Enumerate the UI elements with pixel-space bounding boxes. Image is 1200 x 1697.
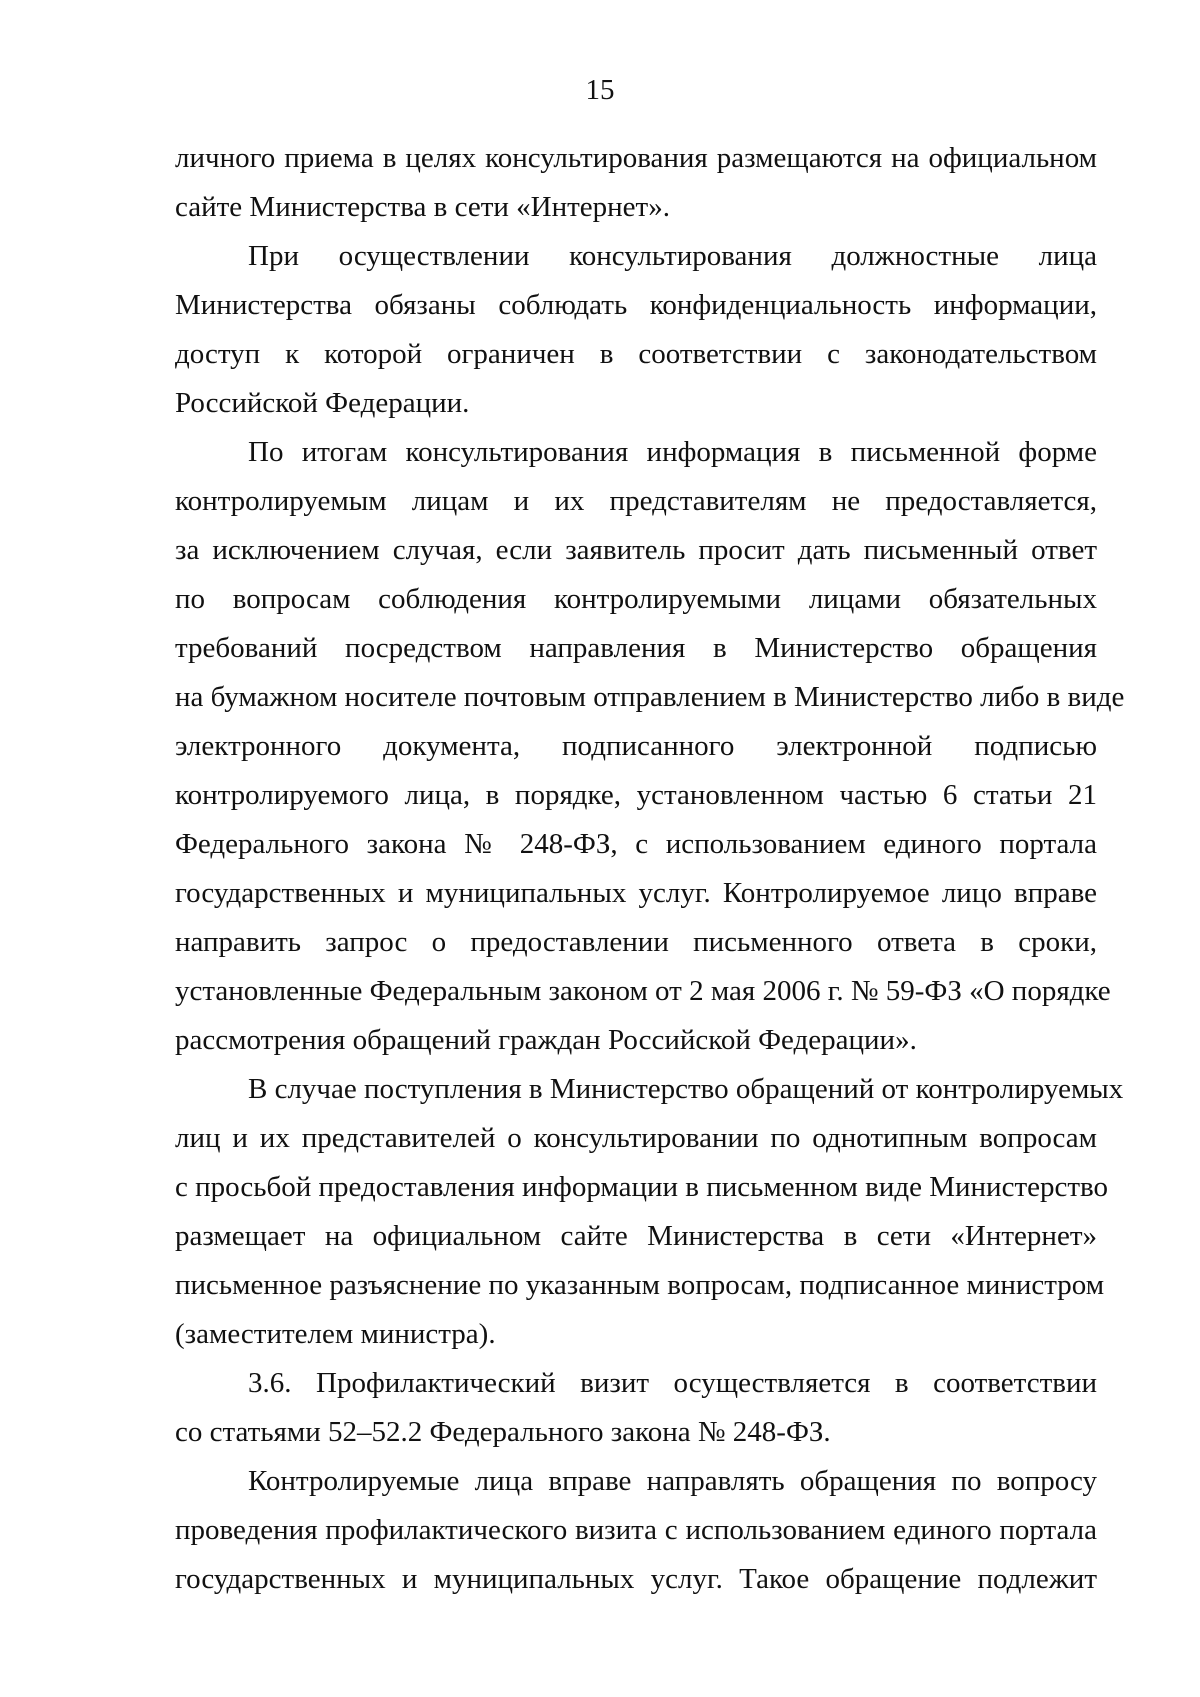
text-line: с просьбой предоставления информации в письменном виде Министерство bbox=[175, 1171, 1109, 1203]
text-line: контролируемого лица, в порядке, установленном частью 6 статьи 21 bbox=[175, 779, 1097, 811]
paragraph bbox=[175, 1359, 1097, 1457]
text-line: 3.6. Профилактический визит осуществляется в соответствии bbox=[248, 1367, 1097, 1399]
text-line: рассмотрения обращений граждан Российской Федерации». bbox=[175, 1024, 917, 1056]
text-line: размещает на официальном сайте Министерства в сети «Интернет» bbox=[175, 1220, 1097, 1252]
document-body bbox=[175, 134, 1125, 1604]
text-line: государственных и муниципальных услуг. Контролируемое лицо вправе bbox=[175, 877, 1097, 909]
text-line: Российской Федерации. bbox=[175, 387, 470, 419]
text-line: за исключением случая, если заявитель просит дать письменный ответ bbox=[175, 534, 1097, 566]
text-line: доступ к которой ограничен в соответствии с законодательством bbox=[175, 338, 1097, 370]
text-line: В случае поступления в Министерство обращений от контролируемых bbox=[248, 1073, 1124, 1105]
text-line: требований посредством направления в Министерство обращения bbox=[175, 632, 1097, 664]
text-line: направить запрос о предоставлении письменного ответа в сроки, bbox=[175, 926, 1097, 958]
text-line: Контролируемые лица вправе направлять обращения по вопросу bbox=[248, 1465, 1097, 1497]
text-line: электронного документа, подписанного электронной подписью bbox=[175, 730, 1097, 762]
text-line: По итогам консультирования информация в письменной форме bbox=[248, 436, 1097, 468]
text-line: лиц и их представителей о консультировании по однотипным вопросам bbox=[175, 1122, 1097, 1154]
paragraph bbox=[175, 134, 1097, 232]
text-line: Министерства обязаны соблюдать конфиденциальность информации, bbox=[175, 289, 1097, 321]
text-line: по вопросам соблюдения контролируемыми лицами обязательных bbox=[175, 583, 1097, 615]
text-line: проведения профилактического визита с использованием единого портала bbox=[175, 1514, 1097, 1546]
page-number: 15 bbox=[585, 74, 615, 106]
text-line: контролируемым лицам и их представителям не предоставляется, bbox=[175, 485, 1097, 517]
text-line: установленные Федеральным законом от 2 мая 2006 г. № 59-ФЗ «О порядке bbox=[175, 975, 1111, 1007]
paragraph bbox=[175, 232, 1097, 428]
text-line: (заместителем министра). bbox=[175, 1318, 496, 1350]
text-line: со статьями 52–52.2 Федерального закона № 248-ФЗ. bbox=[175, 1416, 831, 1448]
text-line: на бумажном носителе почтовым отправлением в Министерство либо в виде bbox=[175, 681, 1125, 713]
text-line: сайте Министерства в сети «Интернет». bbox=[175, 191, 670, 223]
text-line: Федерального закона № 248-ФЗ, с использованием единого портала bbox=[175, 828, 1097, 860]
paragraph bbox=[175, 428, 1125, 1065]
text-line: личного приема в целях консультирования размещаются на официальном bbox=[175, 142, 1097, 174]
text-line: государственных и муниципальных услуг. Такое обращение подлежит bbox=[175, 1563, 1097, 1595]
text-line: письменное разъяснение по указанным вопросам, подписанное министром bbox=[175, 1269, 1105, 1301]
paragraph bbox=[175, 1065, 1124, 1359]
text-line: При осуществлении консультирования должностные лица bbox=[248, 240, 1097, 272]
paragraph bbox=[175, 1457, 1097, 1604]
